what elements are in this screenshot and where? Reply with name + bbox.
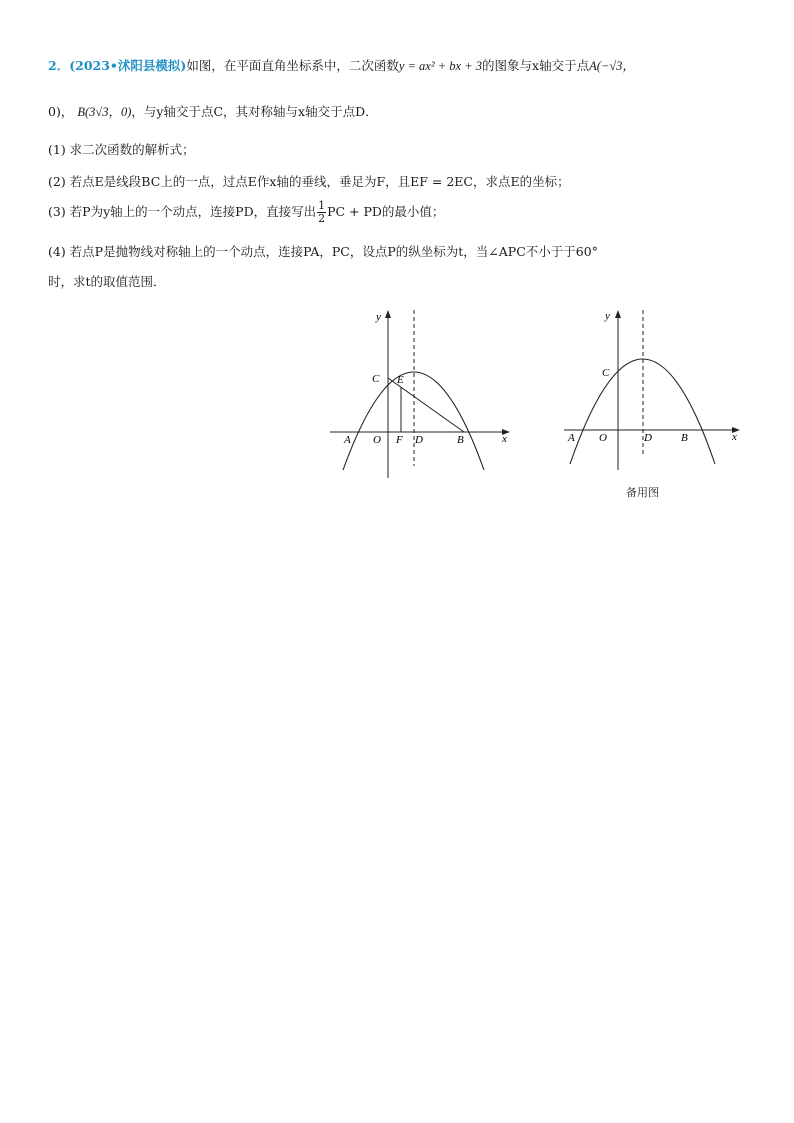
label-d: D: [644, 432, 652, 444]
part-3-start: (3) 若P为y轴上的一个动点，连接PD，直接写出: [48, 204, 317, 219]
label-x: x: [732, 431, 737, 443]
figure-1: [326, 306, 516, 486]
line2-end: ，与y轴交于点C，其对称轴与x轴交于点D．: [131, 104, 378, 119]
label-e: E: [397, 374, 404, 386]
figure-2: [560, 306, 750, 476]
question-source: (2023•沭阳县模拟): [69, 58, 187, 73]
label-b: B: [457, 434, 464, 446]
segment-bc: [388, 378, 464, 432]
fraction-half: [317, 200, 326, 225]
label-a: A: [568, 432, 575, 444]
label-b: B: [681, 432, 688, 444]
point-a: A(−√3，: [589, 59, 635, 73]
label-o: O: [599, 432, 607, 444]
y-axis-arrow-icon: [615, 310, 621, 318]
label-y: y: [605, 310, 610, 322]
parabola: [343, 372, 484, 470]
label-y: y: [376, 311, 381, 323]
label-a: A: [344, 434, 351, 446]
figure-2-caption: 备用图: [626, 486, 659, 499]
label-c: C: [372, 373, 380, 385]
label-c: C: [602, 367, 610, 379]
label-x: x: [502, 433, 507, 445]
part-3-end: PC + PD的最小值；: [327, 204, 445, 219]
y-axis-arrow-icon: [385, 310, 391, 318]
part-4: (4) 若点P是抛物线对称轴上的一个动点，连接PA，PC，设点P的纵坐标为t，当∠APC不小于于60°: [48, 244, 598, 259]
part-3: [48, 200, 444, 225]
intro-text-1: 如图，在平面直角坐标系中，二次函数: [186, 58, 399, 73]
label-d: D: [415, 434, 423, 446]
intro-text-2: 的图象与x轴交于点: [482, 58, 590, 73]
label-f: F: [396, 434, 403, 446]
point-b: B(3√3，0): [77, 105, 132, 119]
fraction-denominator: 2: [318, 212, 326, 225]
problem-line-1: [48, 56, 635, 74]
part-1: (1) 求二次函数的解析式；: [48, 142, 195, 157]
label-o: O: [373, 434, 381, 446]
fraction-numerator: 1: [318, 199, 326, 212]
line2-start: 0)，: [48, 104, 74, 119]
part-2: (2) 若点E是线段BC上的一点，过点E作x轴的垂线，垂足为F，且EF = 2EC，求点E的坐标；: [48, 174, 570, 189]
part-4-continued: 时，求t的取值范围．: [48, 274, 166, 289]
problem-line-2: [48, 102, 378, 120]
question-number: 2．: [48, 58, 70, 73]
function-expression: y = ax² + bx + 3: [398, 59, 483, 73]
